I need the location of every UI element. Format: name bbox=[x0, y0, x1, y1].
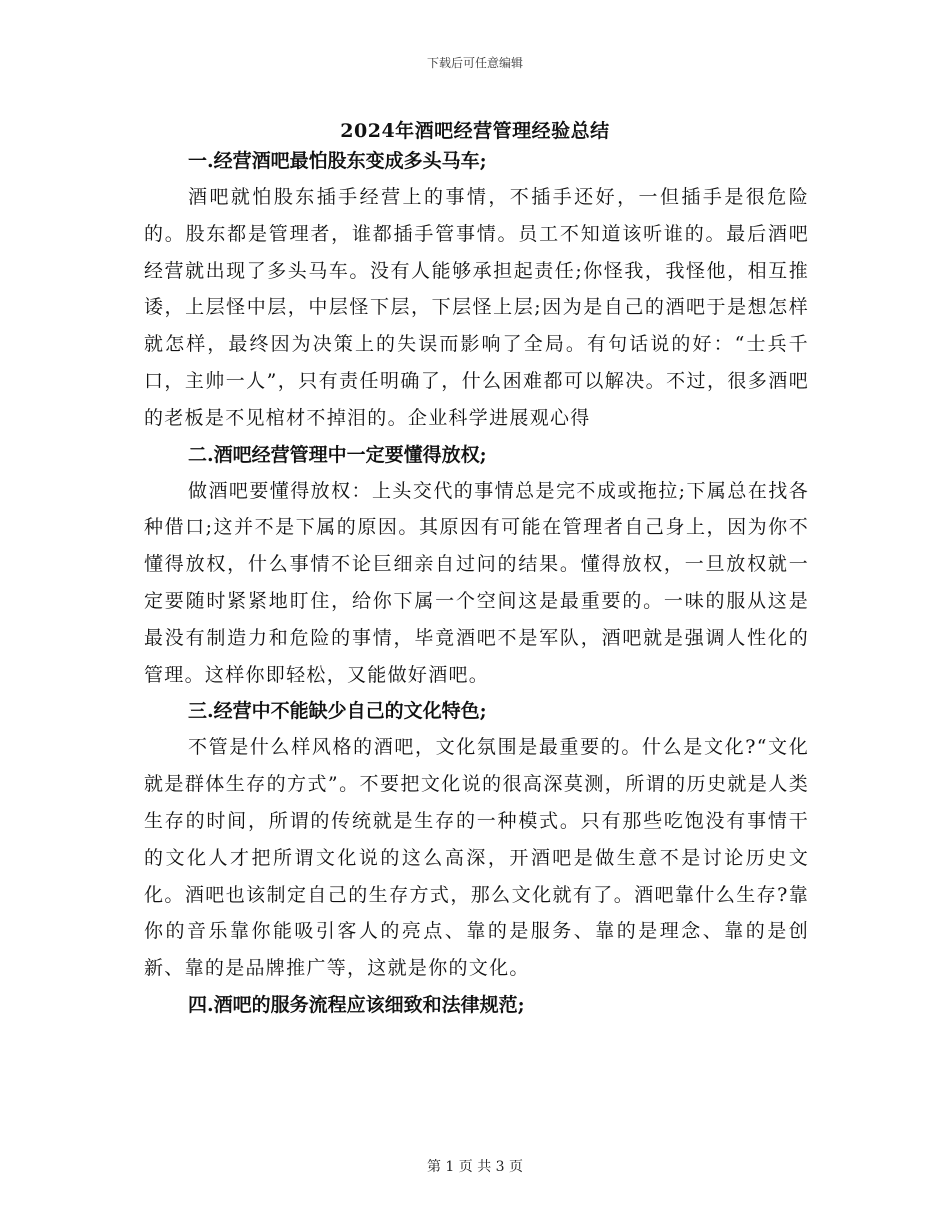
section-paragraph: 不管是什么样风格的酒吧，文化氛围是最重要的。什么是文化?“文化就是群体生存的方式”。不要把文化说的很高深莫测，所谓的历史就是人类生存的时间，所谓的传统就是生存的一种模式。只有那些吃饱没有事情干的文化人才把所谓文化说的这么高深，开酒吧是做生意不是讨论历史文化。酒吧也该制定自己的生存方式，那么文化就有了。酒吧靠什么生存?靠你的音乐靠你能吸引客人的亮点、靠的是服务、靠的是理念、靠的是创新、靠的是品牌推广等，这就是你的文化。 bbox=[144, 736, 809, 980]
section-paragraph: 酒吧就怕股东插手经营上的事情，不插手还好，一但插手是很危险的。股东都是管理者，谁都插手管事情。员工不知道该听谁的。最后酒吧经营就出现了多头马车。没有人能够承担起责任;你怪我，我怪他，相互推诿，上层怪中层，中层怪下层，下层怪上层;因为是自己的酒吧于是想怎样就怎样，最终因为决策上的失误而影响了全局。有句话说的好：“士兵千口，主帅一人”，只有责任明确了，什么困难都可以解决。不过，很多酒吧的老板是不见棺材不掉泪的。企业科学进展观心得 bbox=[144, 186, 809, 429]
document-title: 2024年酒吧经营管理经验总结 bbox=[340, 120, 610, 142]
section-3 bbox=[144, 693, 809, 987]
section-paragraph: 做酒吧要懂得放权：上头交代的事情总是完不成或拖拉;下属总在找各种借口;这并不是下属的原因。其原因有可能在管理者自己身上，因为你不懂得放权，什么事情不论巨细亲自过问的结果。懂得放权，一旦放权就一定要随时紧紧地盯住，给你下属一个空间这是最重要的。一味的服从这是最没有制造力和危险的事情，毕竟酒吧不是军队，酒吧就是强调人性化的管理。这样你即轻松，又能做好酒吧。 bbox=[144, 479, 809, 686]
section-heading: 二.酒吧经营管理中一定要懂得放权; bbox=[188, 443, 487, 466]
page-header-note: 下载后可任意编辑 bbox=[426, 56, 523, 70]
section-heading: 一.经营酒吧最怕股东变成多头马车; bbox=[188, 150, 487, 172]
section-4 bbox=[144, 987, 809, 1023]
page-number-footer: 第 1 页 共 3 页 bbox=[426, 1159, 524, 1175]
document-body bbox=[144, 143, 809, 1023]
section-heading: 四.酒吧的服务流程应该细致和法律规范; bbox=[188, 993, 525, 1016]
section-heading: 三.经营中不能缺少自己的文化特色; bbox=[188, 700, 487, 723]
section-2 bbox=[144, 437, 809, 694]
section-1 bbox=[144, 143, 809, 437]
